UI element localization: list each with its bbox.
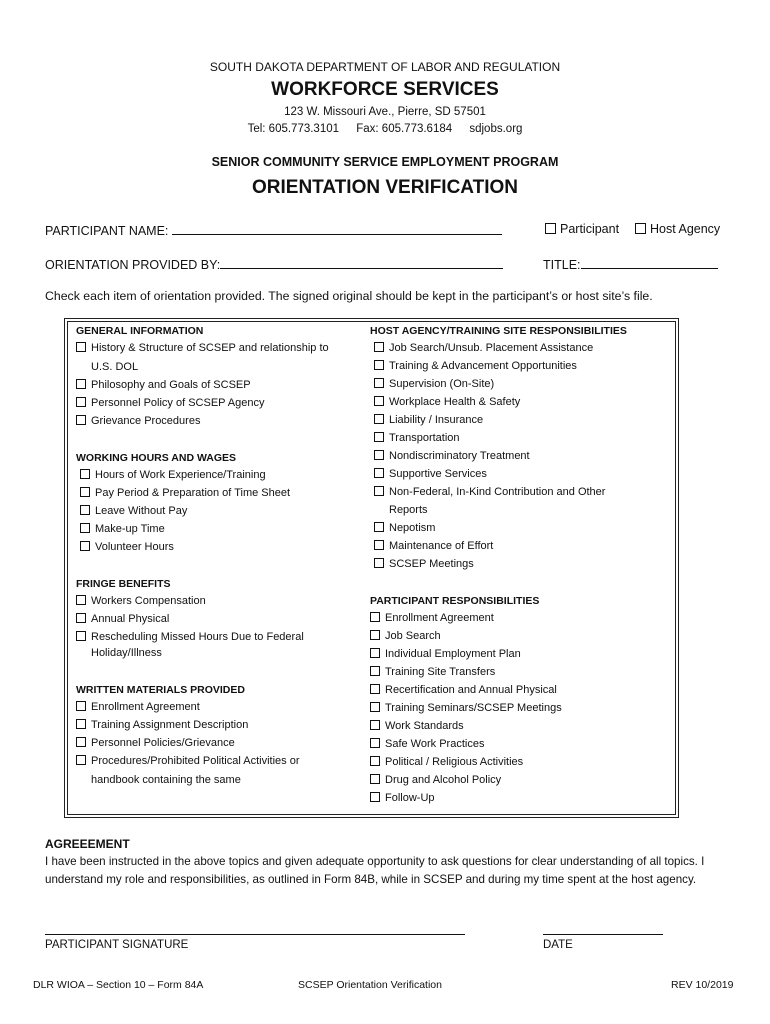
checklist-item[interactable]: Job Search — [370, 630, 441, 643]
checklist-item[interactable]: Nepotism — [374, 522, 435, 535]
checkbox[interactable] — [76, 631, 86, 641]
checklist-item[interactable]: Transportation — [374, 432, 460, 445]
department-name: SOUTH DAKOTA DEPARTMENT OF LABOR AND REGULATION — [209, 60, 561, 74]
participant-name-field[interactable] — [172, 222, 502, 235]
host-agency-checkbox[interactable] — [635, 223, 646, 234]
checklist-item[interactable]: SCSEP Meetings — [374, 558, 474, 571]
checklist-item[interactable]: Nondiscriminatory Treatment — [374, 450, 530, 463]
participant-option-label: Participant — [560, 222, 620, 236]
fax: Fax: 605.773.6184 — [356, 123, 453, 135]
checkbox[interactable] — [76, 737, 86, 747]
section-general-information: GENERAL INFORMATION — [76, 325, 204, 337]
checklist-item-continued: handbook containing the same — [91, 774, 241, 786]
checkbox[interactable] — [374, 522, 384, 532]
checkbox[interactable] — [76, 613, 86, 623]
checklist-item[interactable]: Rescheduling Missed Hours Due to Federal — [76, 631, 304, 644]
section-host-agency-responsibilities: HOST AGENCY/TRAINING SITE RESPONSIBILITIES — [370, 325, 627, 337]
checkbox[interactable] — [80, 469, 90, 479]
checklist-item-continued: Reports — [389, 504, 428, 516]
checkbox[interactable] — [374, 360, 384, 370]
footer-form-number: DLR WIOA – Section 10 – Form 84A — [33, 979, 204, 991]
checklist-item[interactable]: Non-Federal, In-Kind Contribution and Other — [374, 486, 605, 499]
checkbox[interactable] — [374, 468, 384, 478]
checklist-item[interactable]: Drug and Alcohol Policy — [370, 774, 501, 787]
checklist-item[interactable]: Safe Work Practices — [370, 738, 484, 751]
checkbox[interactable] — [374, 558, 384, 568]
checkbox[interactable] — [80, 523, 90, 533]
checkbox[interactable] — [76, 755, 86, 765]
checklist-item[interactable]: Philosophy and Goals of SCSEP — [76, 379, 251, 392]
checklist-item[interactable]: Training Assignment Description — [76, 719, 248, 732]
section-participant-responsibilities: PARTICIPANT RESPONSIBILITIES — [370, 595, 540, 607]
section-working-hours-and-wages: WORKING HOURS AND WAGES — [76, 452, 237, 464]
checkbox[interactable] — [370, 756, 380, 766]
checkbox[interactable] — [370, 648, 380, 658]
checkbox[interactable] — [370, 720, 380, 730]
checklist-item[interactable]: Pay Period & Preparation of Time Sheet — [80, 487, 290, 500]
checklist-item[interactable]: Procedures/Prohibited Political Activities or — [76, 755, 299, 768]
date-line[interactable] — [543, 934, 663, 935]
date-label: DATE — [543, 939, 573, 951]
checkbox[interactable] — [76, 379, 86, 389]
checklist-item-continued: U.S. DOL — [91, 361, 139, 373]
checklist-item[interactable]: Work Standards — [370, 720, 464, 733]
checklist-item[interactable]: Workers Compensation — [76, 595, 206, 608]
checklist-item[interactable]: Leave Without Pay — [80, 505, 187, 518]
checklist-item[interactable]: Annual Physical — [76, 613, 169, 626]
participant-checkbox[interactable] — [545, 223, 556, 234]
section-fringe-benefits: FRINGE BENEFITS — [76, 578, 171, 590]
checkbox[interactable] — [370, 738, 380, 748]
checkbox[interactable] — [76, 719, 86, 729]
provided-by-label: ORIENTATION PROVIDED BY: — [45, 258, 221, 272]
checklist-item[interactable]: Supervision (On-Site) — [374, 378, 494, 391]
title-row — [543, 256, 718, 272]
checkbox[interactable] — [370, 702, 380, 712]
participant-signature-line[interactable] — [45, 934, 465, 935]
checkbox[interactable] — [370, 630, 380, 640]
form-title: ORIENTATION VERIFICATION — [252, 177, 518, 198]
checkbox[interactable] — [80, 505, 90, 515]
checkbox[interactable] — [370, 612, 380, 622]
checklist-item[interactable]: Maintenance of Effort — [374, 540, 493, 553]
participant-checkbox-option[interactable] — [545, 222, 619, 236]
contact-line — [0, 123, 770, 135]
checklist-item[interactable]: Training Seminars/SCSEP Meetings — [370, 702, 562, 715]
checkbox[interactable] — [370, 684, 380, 694]
checkbox[interactable] — [370, 774, 380, 784]
checklist-item[interactable]: Personnel Policies/Grievance — [76, 737, 235, 750]
host-agency-checkbox-option[interactable] — [635, 222, 720, 236]
checkbox[interactable] — [370, 666, 380, 676]
agreement-title: AGREEEMENT — [45, 837, 130, 851]
checklist-item[interactable]: Individual Employment Plan — [370, 648, 521, 661]
website: sdjobs.org — [469, 123, 523, 135]
checkbox[interactable] — [76, 342, 86, 352]
checklist-item[interactable]: Personnel Policy of SCSEP Agency — [76, 397, 264, 410]
checkbox[interactable] — [374, 540, 384, 550]
agency-address: 123 W. Missouri Ave., Pierre, SD 57501 — [284, 106, 486, 118]
checklist-item[interactable]: Training & Advancement Opportunities — [374, 360, 577, 373]
orientation-checklist — [67, 321, 676, 815]
section-written-materials: WRITTEN MATERIALS PROVIDED — [76, 684, 245, 696]
host-agency-option-label: Host Agency — [650, 222, 721, 236]
checkbox[interactable] — [76, 415, 86, 425]
agreement-text: I have been instructed in the above topics and given adequate opportunity to ask questions for clear understanding of all topics. I understand my role and responsibilities, as outlined in Form 84B, while in SCSEP and during my time spent at the host agency. — [45, 855, 705, 886]
checkbox[interactable] — [80, 541, 90, 551]
checklist-item[interactable]: Enrollment Agreement — [370, 612, 494, 625]
checkbox[interactable] — [80, 487, 90, 497]
telephone: Tel: 605.773.3101 — [247, 123, 340, 135]
checklist-item[interactable]: Hours of Work Experience/Training — [80, 469, 266, 482]
checklist-item[interactable]: Follow-Up — [370, 792, 435, 805]
checkbox[interactable] — [374, 450, 384, 460]
checkbox[interactable] — [370, 792, 380, 802]
title-field[interactable] — [581, 256, 718, 269]
checkbox[interactable] — [76, 397, 86, 407]
checkbox[interactable] — [374, 414, 384, 424]
participant-signature-label: PARTICIPANT SIGNATURE — [45, 939, 189, 951]
checklist-item[interactable]: Political / Religious Activities — [370, 756, 523, 769]
checklist-item-continued: Holiday/Illness — [91, 647, 162, 659]
checklist-item[interactable]: Workplace Health & Safety — [374, 396, 520, 409]
checkbox[interactable] — [374, 396, 384, 406]
checklist-item[interactable]: Job Search/Unsub. Placement Assistance — [374, 342, 593, 355]
checkbox[interactable] — [374, 378, 384, 388]
checklist-item[interactable]: Volunteer Hours — [80, 541, 174, 554]
checklist-item[interactable]: Liability / Insurance — [374, 414, 483, 427]
instruction-text: Check each item of orientation provided. The signed original should be kept in the participant’s or host site’s file. — [45, 289, 653, 303]
program-name: SENIOR COMMUNITY SERVICE EMPLOYMENT PROGRAM — [211, 155, 559, 169]
checklist-item[interactable]: History & Structure of SCSEP and relationship to — [76, 342, 329, 355]
checklist-item[interactable]: Supportive Services — [374, 468, 487, 481]
participant-name-row — [45, 222, 502, 238]
checkbox[interactable] — [76, 595, 86, 605]
footer-revision: REV 10/2019 — [671, 979, 734, 991]
checklist-item[interactable]: Recertification and Annual Physical — [370, 684, 557, 697]
checkbox[interactable] — [374, 432, 384, 442]
footer-form-name: SCSEP Orientation Verification — [298, 979, 442, 991]
checklist-item[interactable]: Enrollment Agreement — [76, 701, 200, 714]
checkbox[interactable] — [76, 701, 86, 711]
checkbox[interactable] — [374, 486, 384, 496]
checkbox[interactable] — [374, 342, 384, 352]
checklist-item[interactable]: Training Site Transfers — [370, 666, 495, 679]
agency-name: WORKFORCE SERVICES — [271, 79, 499, 100]
provided-by-field[interactable] — [220, 256, 503, 269]
participant-name-label: PARTICIPANT NAME: — [45, 224, 169, 238]
provided-by-row — [45, 256, 503, 272]
checklist-item[interactable]: Grievance Procedures — [76, 415, 200, 428]
checklist-item[interactable]: Make-up Time — [80, 523, 165, 536]
title-label: TITLE: — [543, 258, 581, 272]
